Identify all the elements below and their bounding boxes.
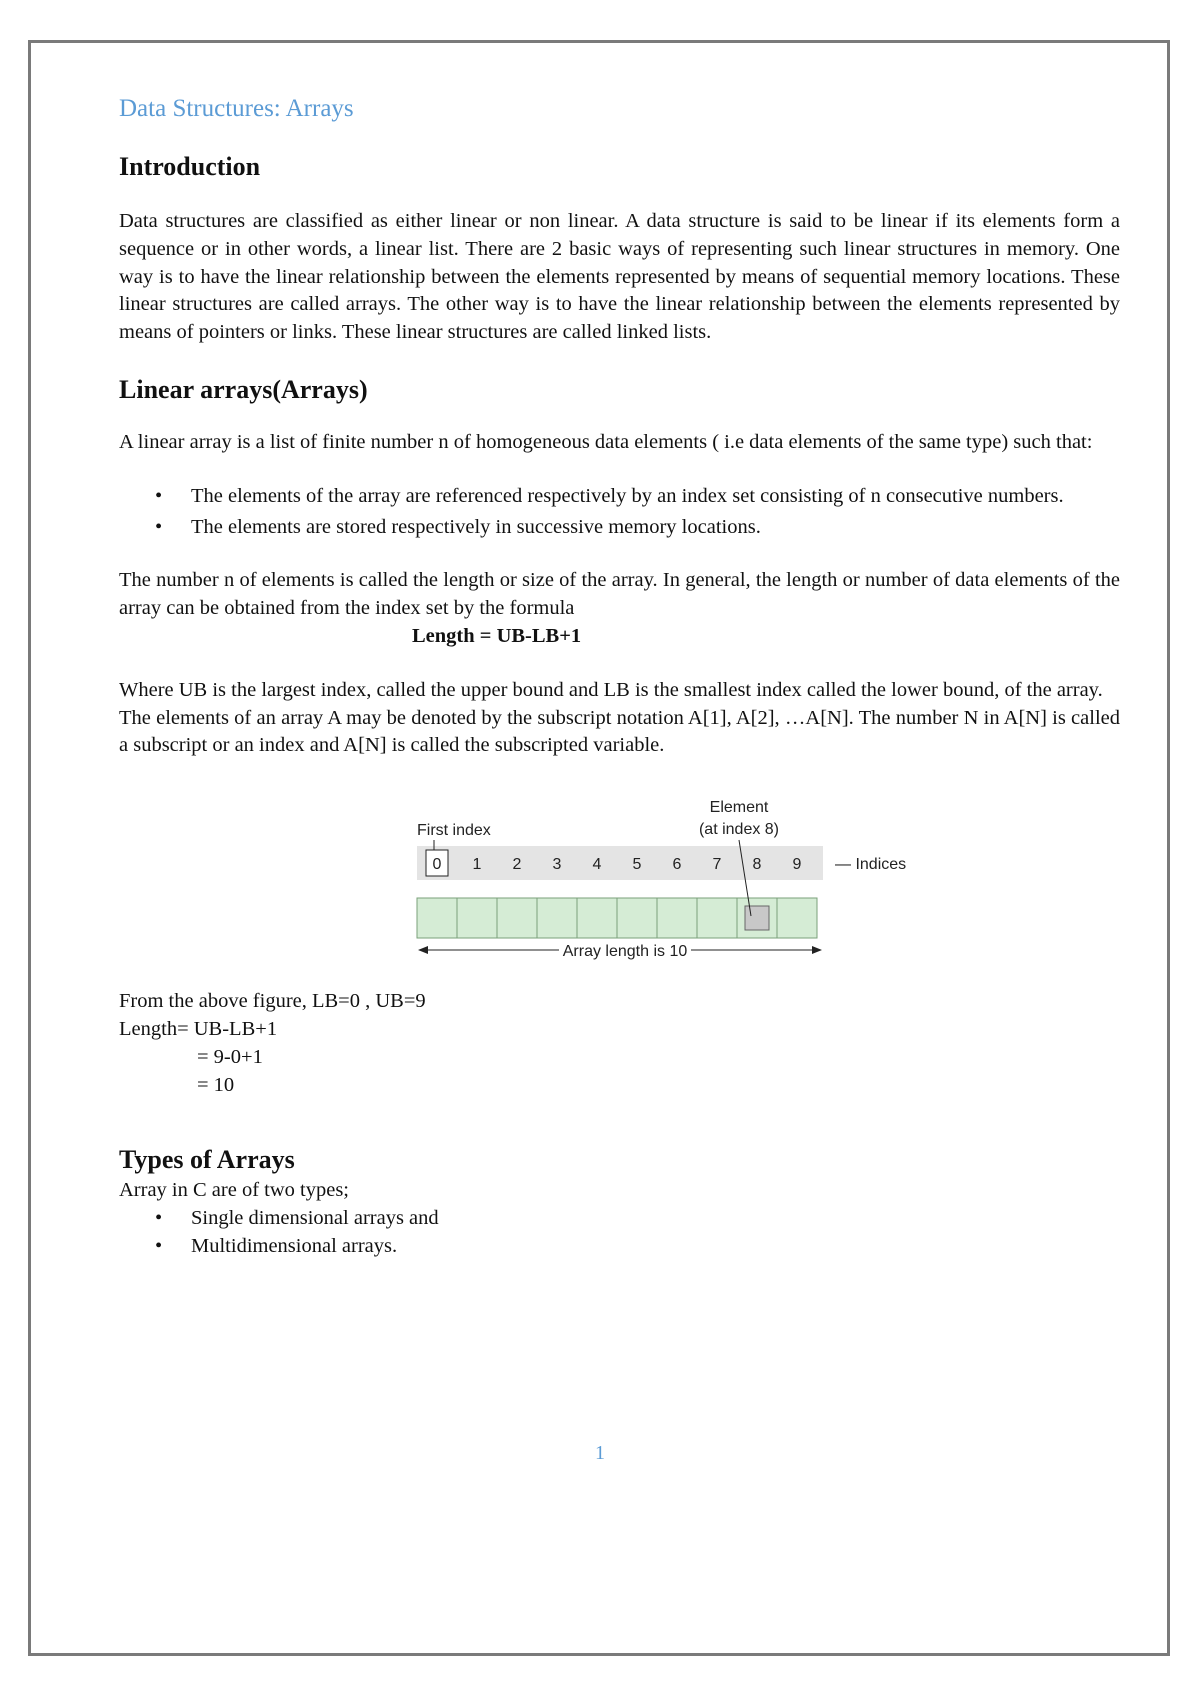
list-item-text: The elements are stored respectively in successive memory locations.: [191, 515, 761, 538]
paragraph-bounds: Where UB is the largest index, called the upper bound and LB is the smallest index called the lower bound, of the array.: [119, 678, 1103, 701]
index-label: 0: [432, 856, 442, 874]
highlighted-element: [745, 906, 769, 930]
calc-line-formula: Length= UB-LB+1: [119, 1017, 278, 1040]
calc-line-bounds: From the above figure, LB=0 , UB=9: [119, 990, 426, 1013]
paragraph-subscript: The elements of an array A may be denoted by the subscript notation A[1], A[2], …A[N]. The number N in A[N] is called a subscript or an index and A[N] is called the subscripted variable.: [119, 706, 1120, 757]
index-label: 9: [792, 856, 802, 874]
list-item: [119, 514, 1120, 542]
indices-label: — Indices: [835, 856, 907, 874]
document-title: Data Structures: Arrays: [119, 95, 354, 122]
list-item-text: The elements of the array are referenced respectively by an index set consisting of n consecutive numbers.: [191, 484, 1064, 507]
formula-length: Length = UB-LB+1: [412, 624, 582, 647]
element-label-line2: (at index 8): [698, 821, 780, 839]
array-cell: [497, 898, 537, 938]
array-cell: [417, 898, 457, 938]
array-cell: [657, 898, 697, 938]
index-label: 6: [672, 856, 682, 874]
array-cell: [457, 898, 497, 938]
index-label: 1: [472, 856, 482, 874]
calc-line-substitution: = 9-0+1: [197, 1045, 263, 1068]
linear-array-properties-list: [119, 483, 1120, 542]
array-diagram-svg: [409, 788, 907, 988]
paragraph-length: The number n of elements is called the length or size of the array. In general, the length or number of data elements of the array can be obtained from the index set by the formula: [119, 569, 1120, 620]
index-label: 4: [592, 856, 602, 874]
heading-introduction: Introduction: [119, 152, 261, 181]
array-cell: [697, 898, 737, 938]
array-cell: [617, 898, 657, 938]
list-item-text: Single dimensional arrays and: [191, 1207, 439, 1230]
paragraph-introduction: Data structures are classified as either linear or non linear. A data structure is said to be linear if its elements form a sequence or in other words, a linear list. There are 2 basic ways of representing such linear structures in memory. One way is to have the linear relationship between the elements represented by means of sequential memory locations. These linear structures are called arrays. The other way is to have the linear relationship between the elements represented by means of pointers or links. These linear structures are called linked lists.: [119, 210, 1120, 344]
index-label: 7: [712, 856, 722, 874]
first-index-label: First index: [417, 822, 491, 840]
index-label: 5: [632, 856, 642, 874]
bullet-icon: •: [155, 1234, 163, 1257]
element-label-line1: Element: [709, 799, 769, 817]
array-cells: [417, 898, 817, 938]
bullet-icon: •: [155, 484, 163, 507]
list-item: [119, 483, 1120, 511]
array-cell: [577, 898, 617, 938]
index-label: 2: [512, 856, 522, 874]
bullet-icon: •: [155, 515, 163, 538]
index-label: 3: [552, 856, 562, 874]
array-length-label: Array length is 10: [562, 943, 688, 961]
list-item-text: Multidimensional arrays.: [191, 1234, 398, 1257]
document-body: [119, 92, 1120, 1261]
bullet-icon: •: [155, 1207, 163, 1230]
page-number: 1: [595, 1442, 605, 1464]
list-item: [119, 1233, 1120, 1261]
index-label: 8: [752, 856, 762, 874]
paragraph-linear-array-definition: A linear array is a list of finite number n of homogeneous data elements ( i.e data elements of the same type) such that:: [119, 430, 1093, 453]
calc-line-result: = 10: [197, 1073, 235, 1096]
heading-linear-arrays: Linear arrays(Arrays): [119, 374, 368, 404]
array-cell: [777, 898, 817, 938]
list-item: [119, 1205, 1120, 1233]
array-diagram: [119, 788, 1120, 988]
array-types-list: [119, 1205, 1120, 1261]
paragraph-types: Array in C are of two types;: [119, 1179, 349, 1202]
array-cell: [537, 898, 577, 938]
heading-types-of-arrays: Types of Arrays: [119, 1145, 295, 1175]
